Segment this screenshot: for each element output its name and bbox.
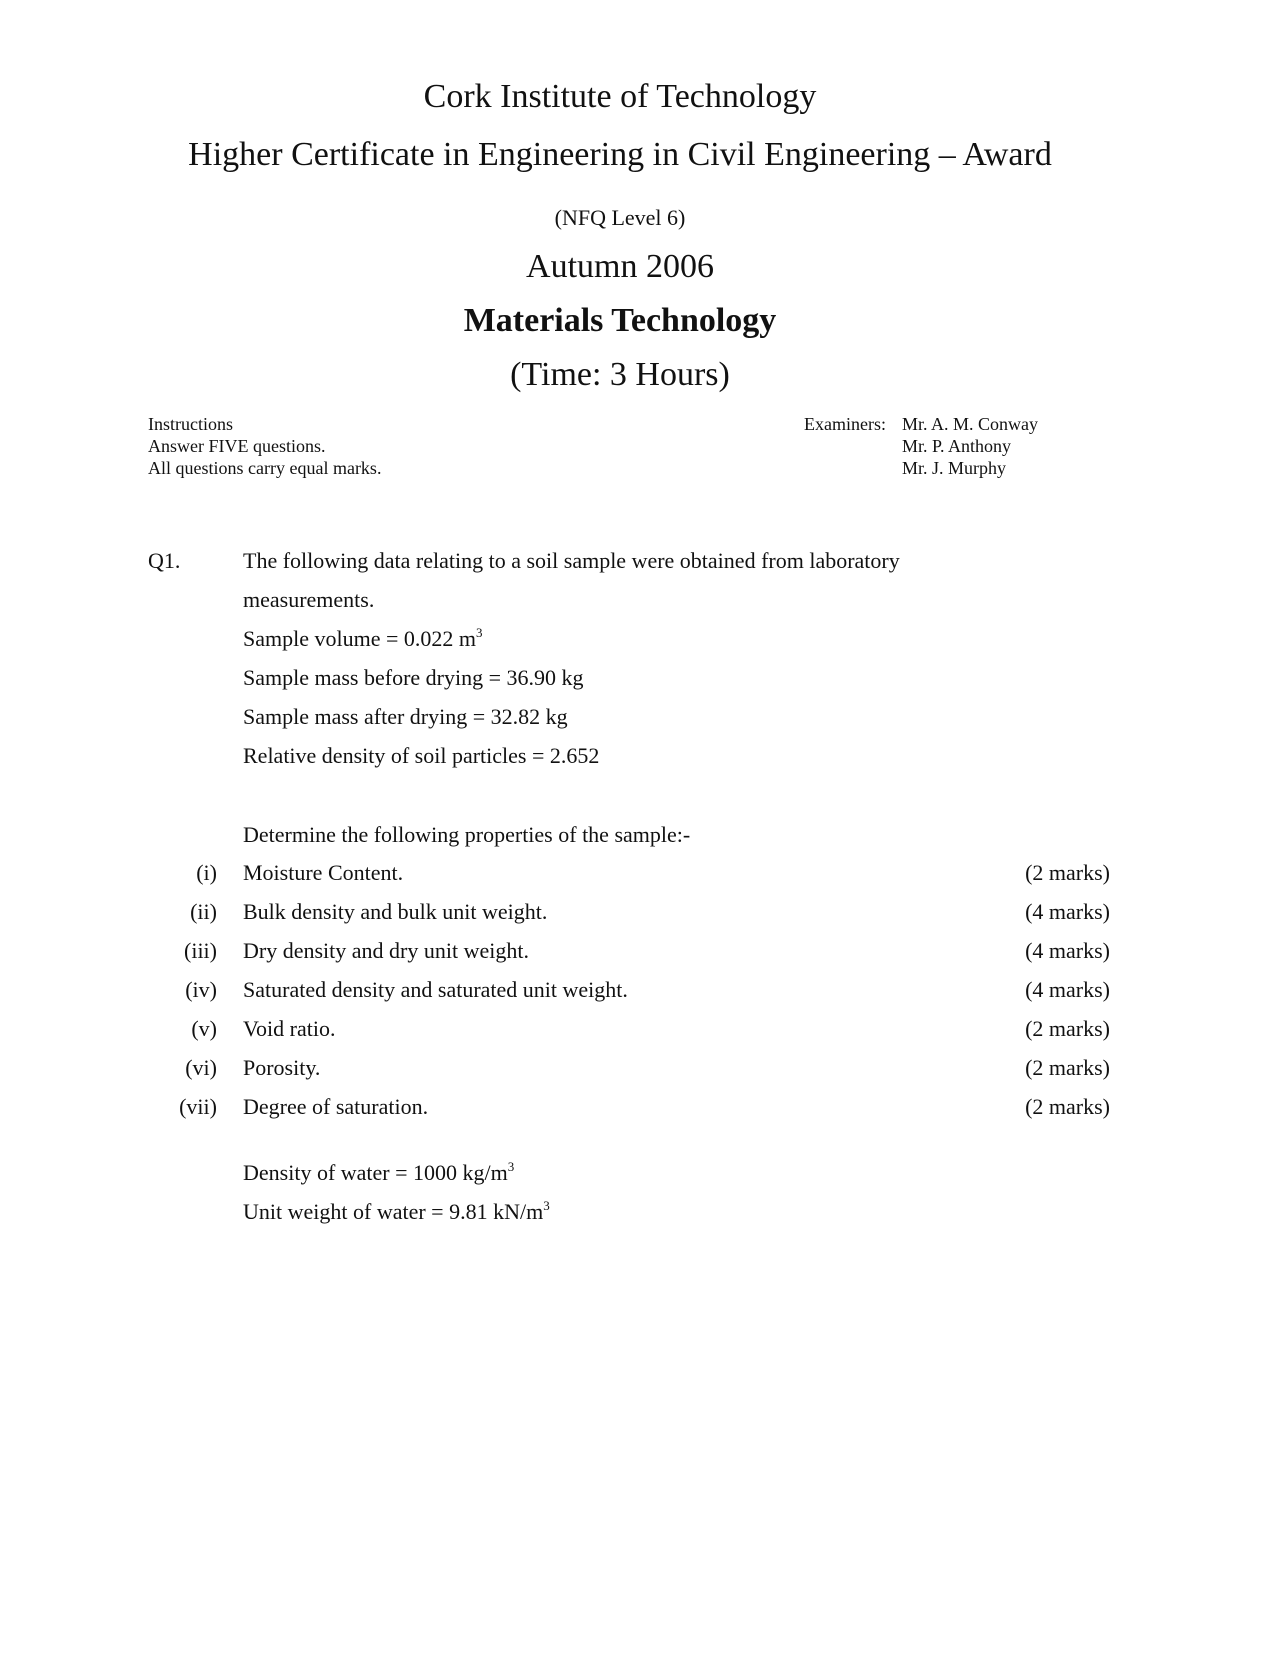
question-intro-line-1: The following data relating to a soil sample were obtained from laboratory <box>243 548 900 573</box>
part-text: Dry density and dry unit weight. <box>243 938 529 963</box>
part-marks: (4 marks) <box>1025 899 1110 924</box>
part-number: (vii) <box>179 1094 217 1119</box>
duration-label: (Time: 3 Hours) <box>510 356 730 393</box>
question-part <box>160 938 1110 968</box>
question-intro-line-2: measurements. <box>243 587 375 612</box>
relative-density-line: Relative density of soil particles = 2.652 <box>243 743 600 768</box>
part-text: Moisture Content. <box>243 860 404 885</box>
water-unit-weight-line <box>243 1199 550 1225</box>
question-part <box>160 1094 1110 1124</box>
examiner-name: Mr. J. Murphy <box>902 458 1007 478</box>
sample-volume-exponent: 3 <box>476 625 483 640</box>
question-part <box>160 860 1110 890</box>
water-density-exponent: 3 <box>507 1159 515 1174</box>
part-number: (i) <box>196 860 217 885</box>
sample-volume-line <box>243 626 483 652</box>
part-marks: (4 marks) <box>1025 977 1110 1002</box>
instructions-heading: Instructions <box>148 414 233 434</box>
subject-title: Materials Technology <box>463 302 777 339</box>
examiners-names <box>902 413 1038 479</box>
part-text: Degree of saturation. <box>243 1094 429 1119</box>
water-density-text: Density of water = 1000 kg/m <box>243 1160 508 1185</box>
part-number: (v) <box>191 1016 217 1041</box>
part-text: Porosity. <box>243 1055 321 1080</box>
part-text: Bulk density and bulk unit weight. <box>243 899 548 924</box>
part-marks: (2 marks) <box>1025 1094 1110 1119</box>
water-density-line <box>243 1160 514 1186</box>
examiner-name: Mr. P. Anthony <box>902 436 1012 456</box>
part-marks: (4 marks) <box>1025 938 1110 963</box>
question-part <box>160 977 1110 1007</box>
examiners-block <box>804 413 1038 479</box>
water-unit-weight-exponent: 3 <box>543 1198 550 1213</box>
question-part <box>160 899 1110 929</box>
instructions-line-1: Answer FIVE questions. <box>148 436 326 456</box>
water-unit-weight-text: Unit weight of water = 9.81 kN/m <box>243 1199 544 1224</box>
sample-volume-text: Sample volume = 0.022 m <box>243 626 476 651</box>
part-text: Void ratio. <box>243 1016 336 1041</box>
examiners-label: Examiners: <box>804 414 886 434</box>
part-number: (ii) <box>190 899 217 924</box>
part-number: (vi) <box>185 1055 217 1080</box>
question-1-label: Q1. <box>148 548 181 573</box>
determine-line: Determine the following properties of the sample:- <box>243 822 691 847</box>
part-number: (iv) <box>185 977 217 1002</box>
part-text: Saturated density and saturated unit weight. <box>243 977 628 1002</box>
part-marks: (2 marks) <box>1025 1016 1110 1041</box>
question-part <box>160 1016 1110 1046</box>
part-marks: (2 marks) <box>1025 860 1110 885</box>
programme-title: Higher Certificate in Engineering in Civil Engineering – Award <box>188 136 1052 173</box>
level-label: (NFQ Level 6) <box>554 205 686 230</box>
instructions-block <box>148 413 381 479</box>
examiner-name: Mr. A. M. Conway <box>902 414 1039 434</box>
session-label: Autumn 2006 <box>526 248 714 285</box>
mass-after-line: Sample mass after drying = 32.82 kg <box>243 704 568 729</box>
institution-title: Cork Institute of Technology <box>423 78 817 115</box>
instructions-line-2: All questions carry equal marks. <box>148 458 382 478</box>
mass-before-line: Sample mass before drying = 36.90 kg <box>243 665 584 690</box>
part-marks: (2 marks) <box>1025 1055 1110 1080</box>
part-number: (iii) <box>184 938 217 963</box>
question-part <box>160 1055 1110 1085</box>
